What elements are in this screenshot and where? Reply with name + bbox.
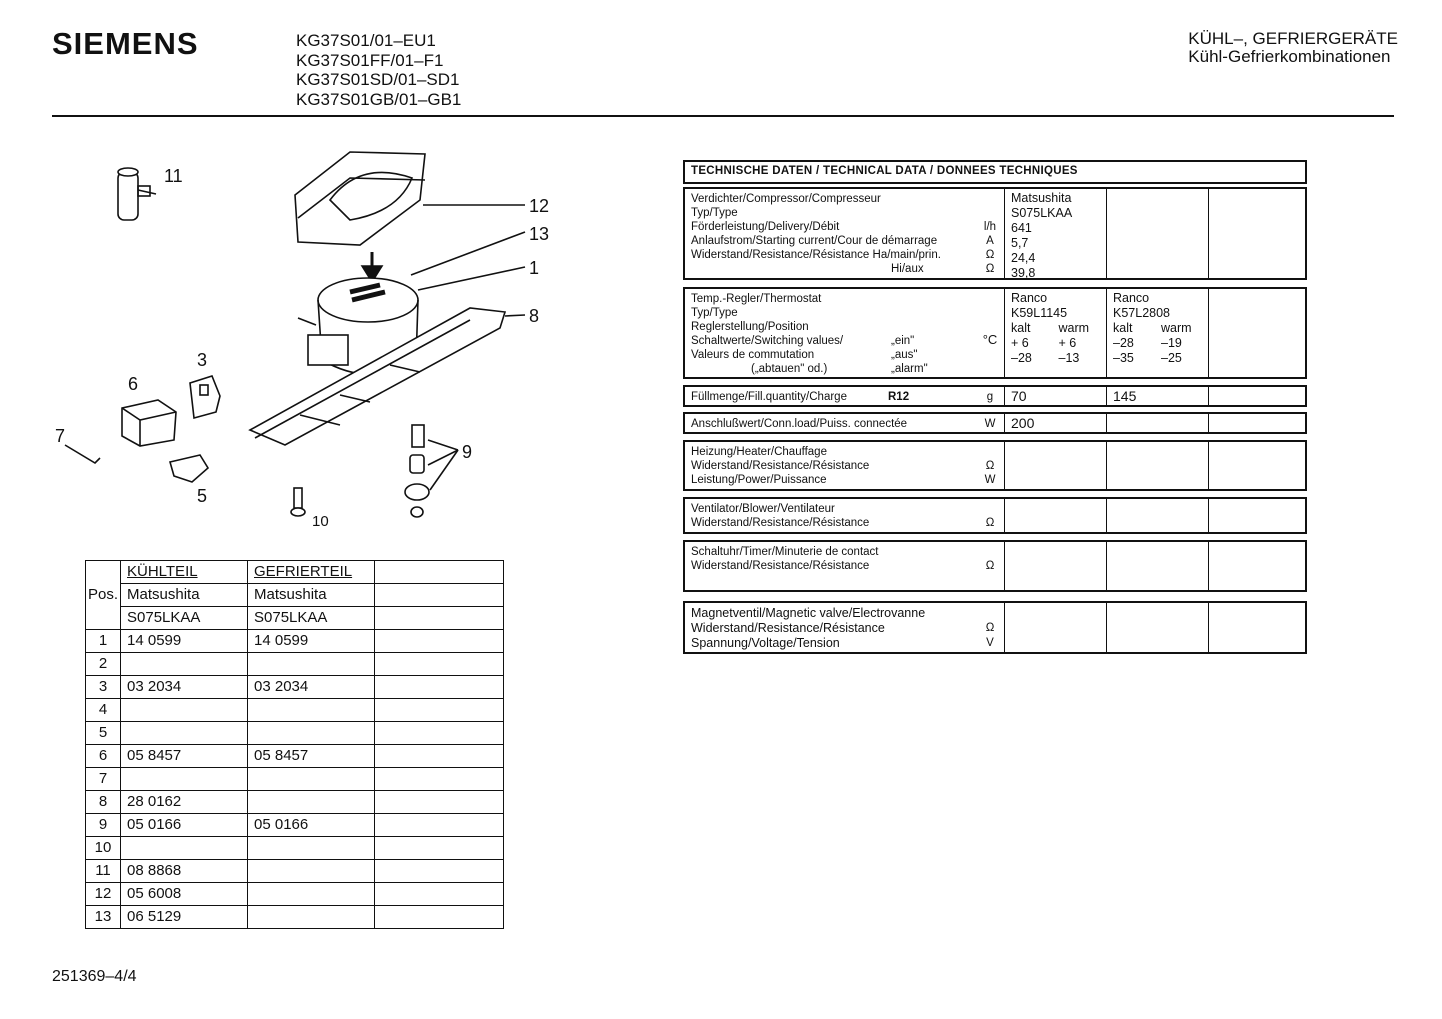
label: Leistung/Power/Puissance: [691, 474, 827, 486]
compressor-labels: [685, 189, 1005, 278]
value-column: [1106, 442, 1209, 489]
switch-label: „alarm": [891, 363, 928, 375]
pos-cell: 11: [86, 860, 121, 883]
value: Matsushita: [1011, 191, 1072, 205]
unit: [977, 206, 1003, 220]
label: Spannung/Voltage/Tension: [691, 636, 840, 650]
part-number-cell: 14 0599: [121, 630, 248, 653]
parts-table: [85, 560, 504, 929]
maker-cell: Matsushita: [248, 584, 375, 607]
part-number-cell: [248, 653, 375, 676]
value-column: [1208, 542, 1307, 590]
clip-part-drawing: [65, 445, 100, 463]
value-column: [1208, 499, 1307, 532]
unit: g: [986, 391, 994, 403]
table-row: [86, 561, 504, 584]
value: 200: [1004, 414, 1106, 432]
part-number-cell: [248, 768, 375, 791]
part-number-cell: [248, 791, 375, 814]
callout-11: 12: [529, 196, 550, 216]
value-row: [1113, 351, 1209, 366]
unit: [977, 545, 1003, 559]
callout-8: 8: [529, 306, 540, 326]
part-number-cell: [375, 837, 504, 860]
unit-column: [977, 192, 1003, 276]
unit: Ω: [985, 622, 995, 634]
table-row: [86, 814, 504, 837]
value-row: [1113, 336, 1209, 351]
value: kalt: [1011, 321, 1031, 335]
model-number: KG37S01GB/01–GB1: [296, 89, 462, 109]
type-cell: S075LKAA: [121, 607, 248, 630]
unit: A: [986, 235, 994, 247]
part-number-cell: [375, 676, 504, 699]
switch-label: „aus": [891, 349, 918, 361]
callout-13: 10: [312, 513, 329, 530]
part-number-cell: [375, 745, 504, 768]
pos-cell: 2: [86, 653, 121, 676]
value: K59L1145: [1011, 306, 1068, 320]
part-number-cell: 03 2034: [248, 676, 375, 699]
unit: Ω: [985, 560, 995, 572]
unit: Ω: [985, 517, 995, 529]
relay-part-drawing: [190, 376, 220, 418]
maker-cell: [375, 584, 504, 607]
exploded-parts-diagram: [40, 140, 560, 540]
value: –25: [1161, 351, 1182, 365]
unit-column: [977, 502, 1003, 530]
unit: [977, 445, 1003, 459]
part-number-cell: [248, 837, 375, 860]
part-number-cell: [375, 630, 504, 653]
part-number-cell: 03 2034: [121, 676, 248, 699]
label: Schaltuhr/Timer/Minuterie de contact: [691, 546, 879, 558]
value: 70: [1004, 387, 1106, 405]
category-line: KÜHL–, GEFRIERGERÄTE: [1188, 29, 1398, 48]
pos-cell: 8: [86, 791, 121, 814]
tech-data-title-box: [683, 160, 1307, 184]
value-column: [1208, 189, 1307, 278]
table-row: [86, 584, 504, 607]
blower-section: [683, 497, 1307, 534]
table-row: [86, 607, 504, 630]
valve-labels: [685, 603, 1005, 652]
value: –35: [1113, 351, 1134, 365]
part-number-cell: 05 8457: [248, 745, 375, 768]
value-column: [1208, 387, 1307, 405]
value-column: [1208, 603, 1307, 652]
type-cell: [375, 607, 504, 630]
unit-column: [977, 606, 1003, 651]
label: Widerstand/Resistance/Résistance: [691, 560, 870, 572]
value-column: [1106, 289, 1209, 377]
model-list: [296, 31, 461, 109]
label: [691, 362, 1005, 376]
part-number-cell: 28 0162: [121, 791, 248, 814]
value: Ranco: [1011, 291, 1048, 305]
value: S075LKAA: [1011, 206, 1073, 220]
part-number-cell: 08 8868: [121, 860, 248, 883]
cover-part-drawing: [295, 152, 525, 245]
label: Heizung/Heater/Chauffage: [691, 446, 827, 458]
part-number-cell: [248, 906, 375, 929]
table-row: [86, 768, 504, 791]
label: Widerstand/Resistance/Résistance Ha/main/prin.: [691, 249, 941, 261]
model-number: KG37S01SD/01–SD1: [296, 70, 460, 89]
value: 39,8: [1011, 266, 1036, 280]
header-divider: [52, 115, 1394, 117]
part-number-cell: [375, 791, 504, 814]
callout-10: 11: [164, 166, 183, 186]
timer-section: [683, 540, 1307, 592]
part-number-cell: [121, 653, 248, 676]
part-number-cell: 05 0166: [121, 814, 248, 837]
label: [691, 334, 1005, 348]
category-line: Kühl-Gefrierkombinationen: [1188, 47, 1391, 66]
value: 5,7: [1011, 236, 1029, 250]
unit: °C: [982, 332, 998, 347]
label: Reglerstellung/Position: [691, 321, 809, 333]
table-row: [86, 745, 504, 768]
callout-6: 6: [128, 374, 139, 394]
value-column: [1106, 542, 1209, 590]
part-number-cell: [121, 722, 248, 745]
value-column: [1208, 289, 1307, 377]
value: 24,4: [1011, 251, 1036, 265]
label: Anlaufstrom/Starting current/Cour de démarrage: [691, 235, 938, 247]
blower-labels: [685, 499, 1005, 532]
unit: W: [984, 418, 996, 430]
part-number-cell: [375, 906, 504, 929]
label: („abtauen" od.): [751, 363, 828, 375]
part-number-cell: [121, 699, 248, 722]
value-column: [1106, 414, 1209, 432]
value: –19: [1161, 336, 1182, 350]
value: 641: [1011, 221, 1032, 235]
part-number-cell: [375, 653, 504, 676]
label: Widerstand/Resistance/Résistance: [691, 460, 870, 472]
callout-7: 7: [55, 426, 66, 446]
value-column: [1106, 499, 1209, 532]
label: [691, 348, 1005, 362]
charge-section: [683, 385, 1307, 407]
type-cell: S075LKAA: [248, 607, 375, 630]
table-row: [86, 837, 504, 860]
callout-12: 13: [529, 224, 550, 244]
table-row: [86, 630, 504, 653]
label: Valeurs de commutation: [691, 349, 815, 361]
part-number-cell: [121, 768, 248, 791]
value: –13: [1058, 351, 1080, 365]
heater-labels: [685, 442, 1005, 489]
value-column: [1208, 414, 1307, 432]
unit: [977, 192, 1003, 206]
value-column: [1106, 189, 1209, 278]
capacitor-part-drawing: [118, 168, 156, 220]
tech-data-title: TECHNISCHE DATEN / TECHNICAL DATA / DONNEES TECHNIQUES: [691, 165, 1078, 177]
maker-cell: Matsushita: [121, 584, 248, 607]
part-number-cell: 05 0166: [248, 814, 375, 837]
value-row: [1113, 321, 1209, 336]
part-number-cell: 14 0599: [248, 630, 375, 653]
value-column: [1004, 442, 1106, 489]
pos-cell: 13: [86, 906, 121, 929]
part-number-cell: [121, 837, 248, 860]
value-column: [1004, 603, 1106, 652]
label: Temp.-Regler/Thermostat: [691, 293, 822, 305]
part-5-drawing: [170, 455, 208, 482]
part-number-cell: 06 5129: [121, 906, 248, 929]
connected-load-section: [683, 412, 1307, 434]
value: warm: [1161, 321, 1192, 335]
column-header: [375, 561, 504, 584]
table-row: [86, 699, 504, 722]
table-row: [86, 722, 504, 745]
thermostat-labels: [685, 289, 1005, 377]
grommet-set-drawing: [405, 425, 458, 517]
pos-header: Pos.: [86, 561, 121, 630]
value-column: [1208, 442, 1307, 489]
value: –28: [1011, 351, 1032, 365]
unit: [977, 502, 1003, 516]
label: Füllmenge/Fill.quantity/Charge: [691, 391, 847, 403]
part-number-cell: [375, 860, 504, 883]
compressor-section: [683, 187, 1307, 280]
model-number: KG37S01FF/01–F1: [296, 50, 444, 70]
pos-cell: 3: [86, 676, 121, 699]
value: + 6: [1058, 336, 1077, 350]
thermostat-section: [683, 287, 1307, 379]
value: K57L2808: [1113, 306, 1171, 320]
label: Typ/Type: [691, 307, 738, 319]
table-row: [86, 653, 504, 676]
table-row: [86, 791, 504, 814]
label: Typ/Type: [691, 207, 738, 219]
column-header: GEFRIERTEIL: [248, 561, 375, 584]
label: Widerstand/Resistance/Résistance: [691, 517, 870, 529]
table-row: [86, 906, 504, 929]
column-header: KÜHLTEIL: [121, 561, 248, 584]
part-number-cell: [248, 883, 375, 906]
part-number-cell: [248, 860, 375, 883]
table-row: [86, 883, 504, 906]
unit: l/h: [983, 221, 997, 233]
value-row: [1011, 351, 1106, 366]
charge-label: [685, 387, 1005, 405]
label: Hi/aux: [891, 263, 924, 275]
unit: V: [986, 637, 994, 649]
callout-1: 1: [529, 258, 540, 278]
value-column: [1106, 603, 1209, 652]
timer-labels: [685, 542, 1005, 590]
part-number-cell: [375, 883, 504, 906]
label: Verdichter/Compressor/Compresseur: [691, 193, 881, 205]
value: 145: [1106, 387, 1209, 405]
label: Anschlußwert/Conn.load/Puiss. connectée: [691, 418, 908, 430]
value-column: [1004, 289, 1106, 377]
model-number: KG37S01/01–EU1: [296, 31, 436, 50]
callout-5: 5: [197, 486, 208, 506]
pos-cell: 5: [86, 722, 121, 745]
refrigerant: R12: [888, 391, 910, 403]
value: Ranco: [1113, 291, 1150, 305]
document-number: 251369–4/4: [52, 968, 137, 985]
unit: W: [984, 474, 996, 486]
part-number-cell: 05 6008: [121, 883, 248, 906]
pos-cell: 6: [86, 745, 121, 768]
value: + 6: [1011, 336, 1029, 350]
pos-cell: 7: [86, 768, 121, 791]
part-number-cell: [375, 722, 504, 745]
pos-cell: 12: [86, 883, 121, 906]
unit: [977, 606, 1003, 621]
part-number-cell: 05 8457: [121, 745, 248, 768]
value-column: [1004, 499, 1106, 532]
label: Magnetventil/Magnetic valve/Electrovanne: [691, 606, 926, 620]
unit: Ω: [985, 460, 995, 472]
part-number-cell: [375, 699, 504, 722]
base-plate-part-drawing: [250, 308, 525, 445]
table-row: [86, 860, 504, 883]
label: Förderleistung/Delivery/Débit: [691, 221, 840, 233]
pos-cell: 1: [86, 630, 121, 653]
value: kalt: [1113, 321, 1133, 335]
label: Schaltwerte/Switching values/: [691, 335, 844, 347]
part-number-cell: [375, 768, 504, 791]
pos-cell: 10: [86, 837, 121, 860]
unit: Ω: [985, 263, 995, 275]
brand-logo: SIEMENS: [52, 26, 199, 61]
category-title: [1188, 30, 1398, 66]
value-column: [1004, 189, 1106, 278]
label: Ventilator/Blower/Ventilateur: [691, 503, 835, 515]
label: Widerstand/Resistance/Résistance: [691, 621, 885, 635]
screw-part-drawing: [291, 488, 305, 516]
pos-cell: 9: [86, 814, 121, 837]
value: warm: [1058, 321, 1090, 335]
table-row: [86, 676, 504, 699]
value-row: [1011, 336, 1106, 351]
overload-protector-drawing: [122, 400, 176, 446]
part-number-cell: [248, 699, 375, 722]
value: –28: [1113, 336, 1134, 350]
unit-column: [977, 445, 1003, 487]
unit-column: [977, 545, 1003, 573]
valve-section: [683, 601, 1307, 654]
part-number-cell: [248, 722, 375, 745]
unit: Ω: [985, 249, 995, 261]
pos-cell: 4: [86, 699, 121, 722]
heater-section: [683, 440, 1307, 491]
part-number-cell: [375, 814, 504, 837]
callout-9: 9: [462, 442, 473, 462]
callout-3: 3: [197, 350, 208, 370]
switch-label: „ein": [891, 335, 915, 347]
value-column: [1004, 542, 1106, 590]
value-row: [1011, 321, 1106, 336]
